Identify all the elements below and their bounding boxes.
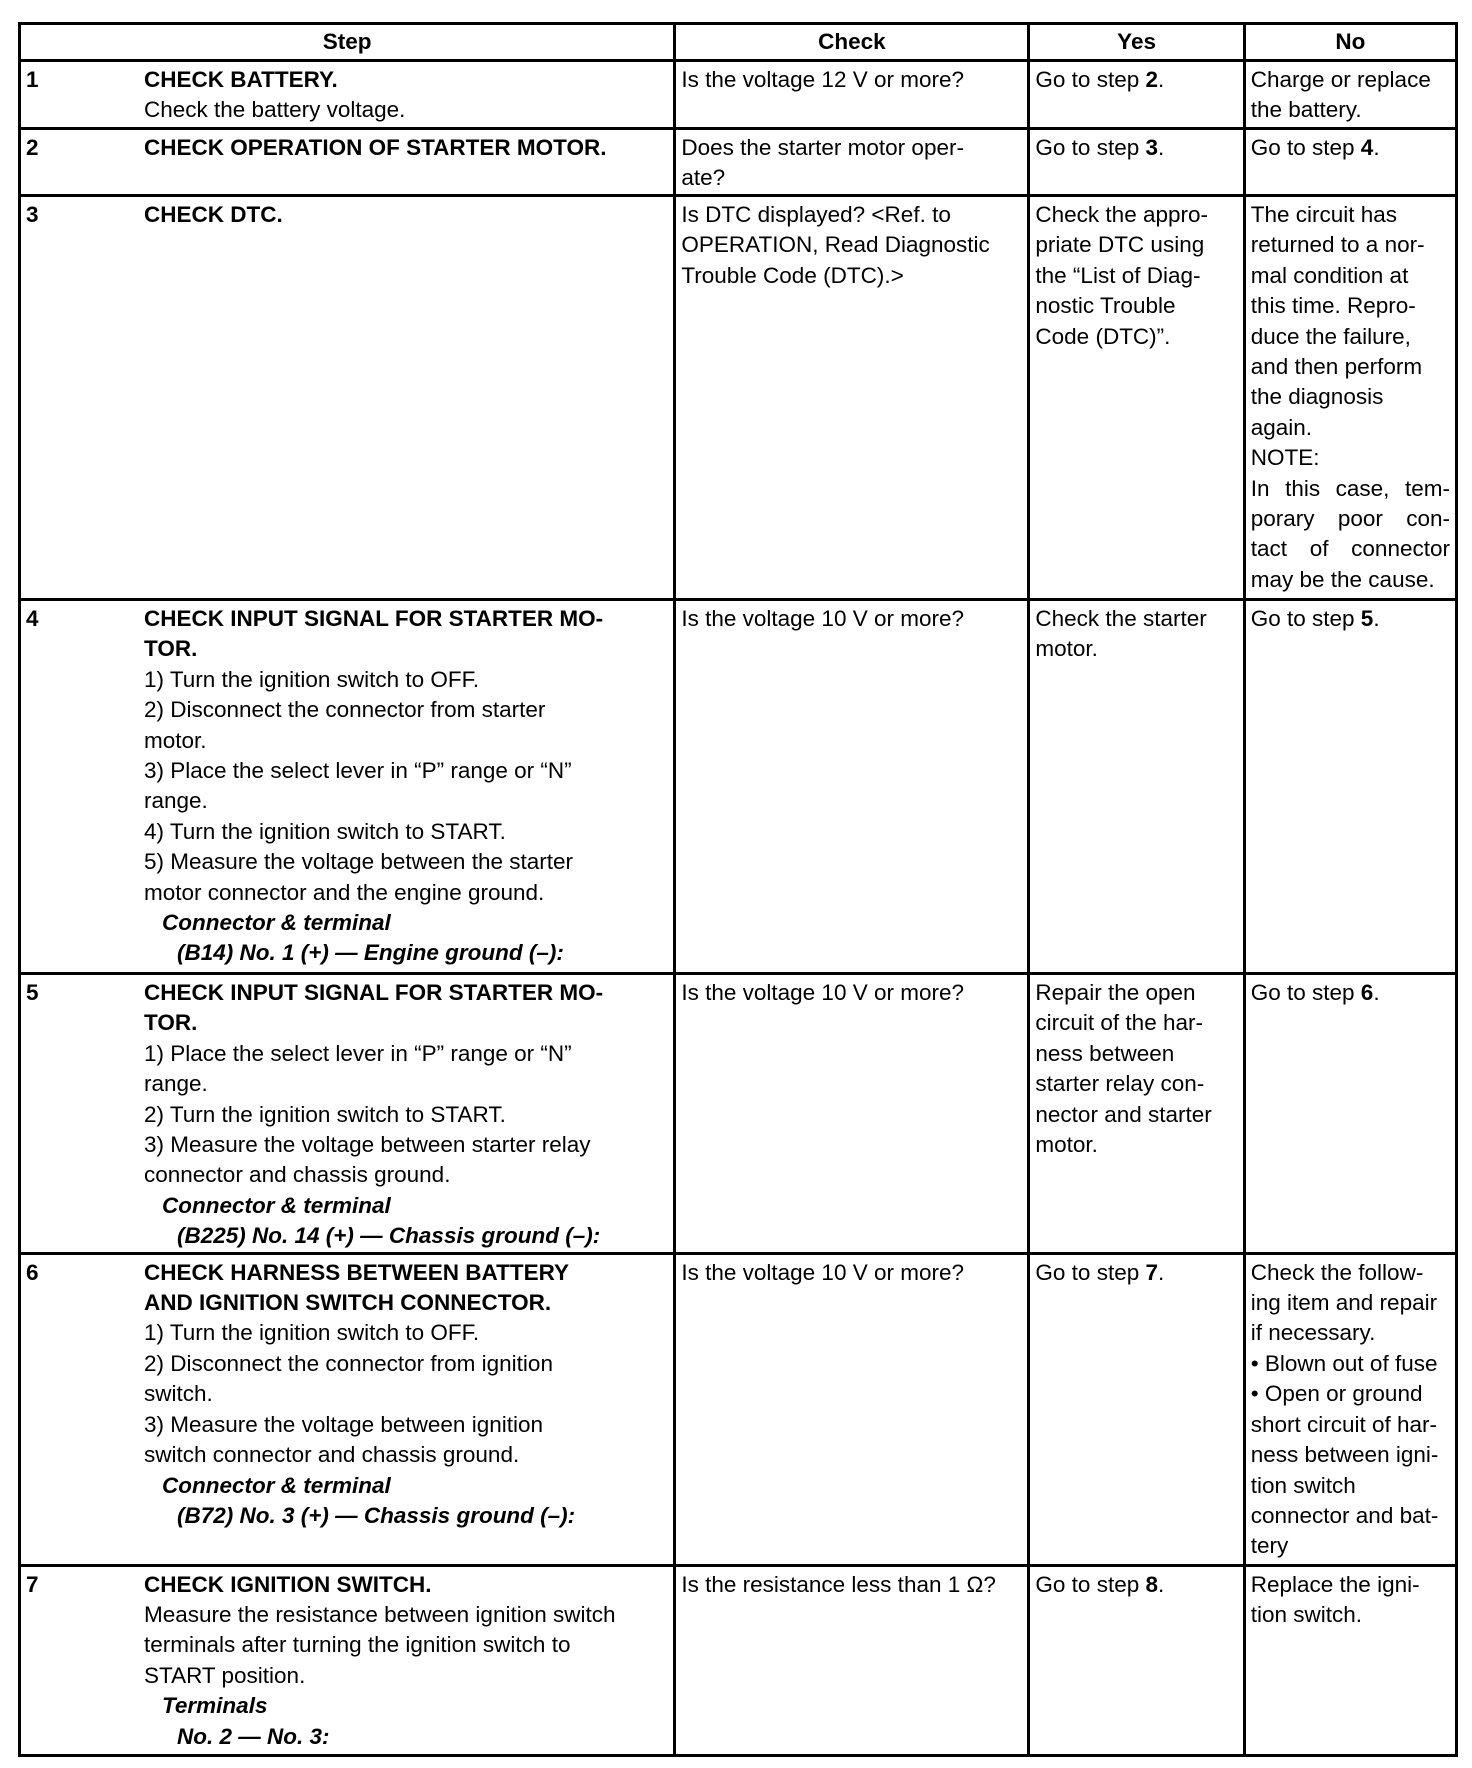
- step-number: 4: [26, 606, 39, 631]
- step-line: (B72) No. 3 (+) — Chassis ground (–):: [177, 1502, 576, 1528]
- no-line: Replace the igni-: [1250, 1571, 1420, 1597]
- yes-line: nostic Trouble: [1035, 293, 1176, 319]
- table-row: [20, 974, 1457, 1254]
- step-line: motor.: [144, 727, 207, 753]
- no-line: In this case, tem-: [1250, 475, 1450, 501]
- step-cell: [20, 1565, 675, 1755]
- goto-label: Go to step: [1035, 1571, 1146, 1597]
- yes-line: motor.: [1035, 1132, 1098, 1158]
- step-cell: [20, 129, 675, 196]
- step-content: [26, 65, 668, 126]
- step-content: [26, 604, 668, 969]
- step-number: 6: [26, 1259, 39, 1285]
- step-line: range.: [144, 788, 208, 814]
- goto-step-number: 2: [1145, 67, 1158, 92]
- step-content: [26, 1570, 668, 1752]
- check-cell: [675, 974, 1029, 1254]
- header-check: Check: [675, 24, 1029, 61]
- goto-period: .: [1157, 1259, 1165, 1285]
- goto-step-text: [1035, 133, 1237, 163]
- yes-cell: [1029, 1565, 1244, 1755]
- goto-label: Go to step: [1250, 606, 1361, 631]
- no-line: ing item and repair: [1250, 1290, 1438, 1316]
- yes-line: priate DTC using: [1035, 232, 1205, 258]
- step-content: [26, 978, 668, 1252]
- no-line: tery: [1250, 1533, 1289, 1559]
- yes-cell: [1029, 1253, 1244, 1565]
- table-row: [20, 61, 1457, 129]
- goto-step-text: [1251, 978, 1450, 1008]
- step-line: CHECK DTC.: [144, 202, 283, 227]
- check-line: Does the starter motor oper-: [681, 135, 964, 160]
- step-cell: [20, 196, 675, 600]
- table-row: [20, 1253, 1457, 1565]
- check-line: Is DTC displayed? <Ref. to: [681, 202, 951, 227]
- step-body: [144, 1570, 616, 1752]
- step-line: terminals after turning the ignition switch to: [144, 1632, 571, 1658]
- step-line: 4) Turn the ignition switch to START.: [144, 818, 506, 844]
- step-line: motor connector and the engine ground.: [144, 879, 545, 905]
- step-line: (B225) No. 14 (+) — Chassis ground (–):: [177, 1223, 601, 1249]
- check-line: Trouble Code (DTC).>: [681, 262, 904, 288]
- yes-line: nector and starter: [1035, 1101, 1212, 1127]
- yes-line: Repair the open: [1035, 980, 1196, 1005]
- goto-step-number: 4: [1360, 135, 1374, 160]
- no-line: NOTE:: [1250, 445, 1320, 471]
- step-line: 2) Disconnect the connector from ignition: [144, 1350, 553, 1376]
- step-line: AND IGNITION SWITCH CONNECTOR.: [144, 1290, 552, 1316]
- table-row: [20, 129, 1457, 196]
- goto-period: .: [1373, 606, 1380, 631]
- no-cell: [1244, 974, 1456, 1254]
- no-line: porary poor con-: [1250, 506, 1450, 532]
- no-line: ness between igni-: [1250, 1442, 1439, 1468]
- check-line: OPERATION, Read Diagnostic: [681, 232, 990, 258]
- goto-label: Go to step: [1035, 135, 1146, 160]
- check-cell: [675, 196, 1029, 600]
- header-no: No: [1244, 24, 1456, 61]
- step-cell: [20, 600, 675, 974]
- check-cell: [675, 129, 1029, 196]
- no-cell: [1244, 129, 1456, 196]
- step-line: Connector & terminal: [162, 1192, 391, 1218]
- goto-step-number: 3: [1145, 135, 1158, 160]
- no-cell: [1244, 600, 1456, 974]
- yes-line: circuit of the har-: [1035, 1010, 1203, 1036]
- step-content: [26, 200, 668, 230]
- yes-line: Code (DTC)”.: [1035, 323, 1171, 349]
- yes-line: ness between: [1035, 1040, 1175, 1066]
- step-line: Connector & terminal: [162, 1472, 391, 1498]
- goto-step-number: 7: [1145, 1259, 1158, 1285]
- step-line: No. 2 — No. 3:: [177, 1723, 330, 1749]
- no-line: The circuit has: [1250, 202, 1398, 227]
- no-line: connector and bat-: [1250, 1502, 1439, 1528]
- yes-cell: [1029, 196, 1244, 600]
- yes-cell: [1029, 61, 1244, 129]
- step-line: 3) Measure the voltage between starter relay: [144, 1132, 591, 1158]
- no-line: tion switch.: [1250, 1602, 1363, 1628]
- step-content: [26, 133, 668, 163]
- goto-step-number: 8: [1145, 1571, 1158, 1597]
- goto-step-text: [1251, 133, 1450, 163]
- step-body: [144, 65, 405, 126]
- step-line: 1) Turn the ignition switch to OFF.: [144, 666, 480, 692]
- step-body: [144, 978, 603, 1252]
- no-cell: [1244, 1253, 1456, 1565]
- no-line: again.: [1250, 414, 1313, 440]
- step-body: [144, 133, 607, 163]
- step-line: CHECK IGNITION SWITCH.: [144, 1571, 432, 1597]
- step-line: 2) Turn the ignition switch to START.: [144, 1101, 506, 1127]
- no-line: may be the cause.: [1250, 566, 1435, 592]
- no-line: Charge or replace: [1250, 67, 1431, 92]
- no-line: duce the failure,: [1250, 323, 1411, 349]
- no-line: if necessary.: [1250, 1320, 1376, 1346]
- no-cell: [1244, 61, 1456, 129]
- no-line: • Blown out of fuse: [1250, 1350, 1438, 1376]
- step-line: TOR.: [144, 636, 198, 662]
- header-yes: Yes: [1029, 24, 1244, 61]
- goto-period: .: [1373, 135, 1380, 160]
- check-cell: [675, 61, 1029, 129]
- no-line: • Open or ground: [1250, 1381, 1423, 1407]
- step-content: [26, 1258, 668, 1532]
- no-line: this time. Repro-: [1250, 293, 1416, 319]
- step-body: [144, 604, 603, 969]
- step-number: 1: [26, 67, 39, 92]
- header-row: [20, 24, 1457, 61]
- step-line: 5) Measure the voltage between the starter: [144, 849, 573, 875]
- check-line: Is the voltage 10 V or more?: [681, 606, 964, 631]
- step-line: Check the battery voltage.: [144, 97, 406, 123]
- diagnostic-table: [18, 22, 1458, 1757]
- step-body: [144, 1258, 575, 1532]
- step-line: CHECK HARNESS BETWEEN BATTERY: [144, 1259, 570, 1285]
- step-body: [144, 200, 283, 230]
- no-line: the diagnosis: [1250, 384, 1384, 410]
- check-line: Is the voltage 10 V or more?: [681, 1259, 964, 1285]
- step-number: 5: [26, 980, 39, 1005]
- goto-label: Go to step: [1250, 135, 1361, 160]
- step-line: CHECK INPUT SIGNAL FOR STARTER MO-: [144, 980, 604, 1005]
- table-row: [20, 1565, 1457, 1755]
- header-step: Step: [20, 24, 675, 61]
- check-cell: [675, 1565, 1029, 1755]
- check-line: Is the voltage 12 V or more?: [681, 67, 964, 92]
- table-row: [20, 600, 1457, 974]
- goto-step-text: [1035, 1258, 1237, 1288]
- goto-step-number: 6: [1360, 980, 1374, 1005]
- check-line: Is the resistance less than 1 Ω?: [681, 1571, 996, 1597]
- goto-label: Go to step: [1035, 1259, 1146, 1285]
- no-cell: [1244, 196, 1456, 600]
- yes-cell: [1029, 974, 1244, 1254]
- goto-step-text: [1035, 65, 1237, 95]
- goto-step-number: 5: [1360, 606, 1374, 631]
- yes-cell: [1029, 129, 1244, 196]
- no-line: Check the follow-: [1250, 1259, 1424, 1285]
- no-cell: [1244, 1565, 1456, 1755]
- step-line: range.: [144, 1071, 208, 1097]
- step-line: 1) Place the select lever in “P” range or “N”: [144, 1040, 572, 1066]
- step-number: 3: [26, 202, 39, 227]
- check-line: ate?: [681, 165, 726, 191]
- yes-line: motor.: [1035, 636, 1098, 662]
- step-line: 2) Disconnect the connector from starter: [144, 697, 546, 723]
- no-line: mal condition at: [1250, 262, 1409, 288]
- step-line: Terminals: [162, 1693, 268, 1719]
- no-line: returned to a nor-: [1250, 232, 1425, 258]
- no-line: and then perform: [1250, 354, 1423, 380]
- goto-step-text: [1035, 1570, 1237, 1600]
- step-cell: [20, 1253, 675, 1565]
- no-line: tion switch: [1250, 1472, 1356, 1498]
- goto-period: .: [1157, 67, 1165, 92]
- step-line: TOR.: [144, 1010, 198, 1036]
- yes-line: Check the starter: [1035, 606, 1207, 631]
- yes-line: the “List of Diag-: [1035, 262, 1201, 288]
- yes-line: Check the appro-: [1035, 202, 1209, 227]
- check-line: Is the voltage 10 V or more?: [681, 980, 964, 1005]
- table-row: [20, 196, 1457, 600]
- goto-label: Go to step: [1250, 980, 1361, 1005]
- step-line: Connector & terminal: [162, 910, 391, 936]
- goto-period: .: [1373, 980, 1380, 1005]
- no-line: tact of connector: [1250, 536, 1450, 562]
- step-number: 2: [26, 135, 39, 160]
- step-cell: [20, 61, 675, 129]
- step-line: START position.: [144, 1662, 306, 1688]
- step-line: switch connector and chassis ground.: [144, 1442, 520, 1468]
- step-line: 3) Measure the voltage between ignition: [144, 1411, 544, 1437]
- step-line: CHECK BATTERY.: [144, 67, 338, 92]
- step-line: 1) Turn the ignition switch to OFF.: [144, 1320, 480, 1346]
- step-line: switch.: [144, 1381, 213, 1407]
- goto-step-text: [1251, 604, 1450, 634]
- no-line: the battery.: [1250, 97, 1362, 123]
- step-line: CHECK INPUT SIGNAL FOR STARTER MO-: [144, 606, 604, 631]
- goto-label: Go to step: [1035, 67, 1146, 92]
- step-line: 3) Place the select lever in “P” range or “N”: [144, 758, 572, 784]
- goto-period: .: [1157, 135, 1165, 160]
- check-cell: [675, 600, 1029, 974]
- step-line: Measure the resistance between ignition switch: [144, 1602, 616, 1628]
- check-cell: [675, 1253, 1029, 1565]
- step-number: 7: [26, 1571, 39, 1597]
- yes-cell: [1029, 600, 1244, 974]
- step-line: connector and chassis ground.: [144, 1162, 451, 1188]
- yes-line: starter relay con-: [1035, 1071, 1205, 1097]
- step-line: CHECK OPERATION OF STARTER MOTOR.: [144, 135, 607, 160]
- step-cell: [20, 974, 675, 1254]
- goto-period: .: [1157, 1571, 1165, 1597]
- step-line: (B14) No. 1 (+) — Engine ground (–):: [177, 940, 564, 966]
- no-line: short circuit of har-: [1250, 1411, 1438, 1437]
